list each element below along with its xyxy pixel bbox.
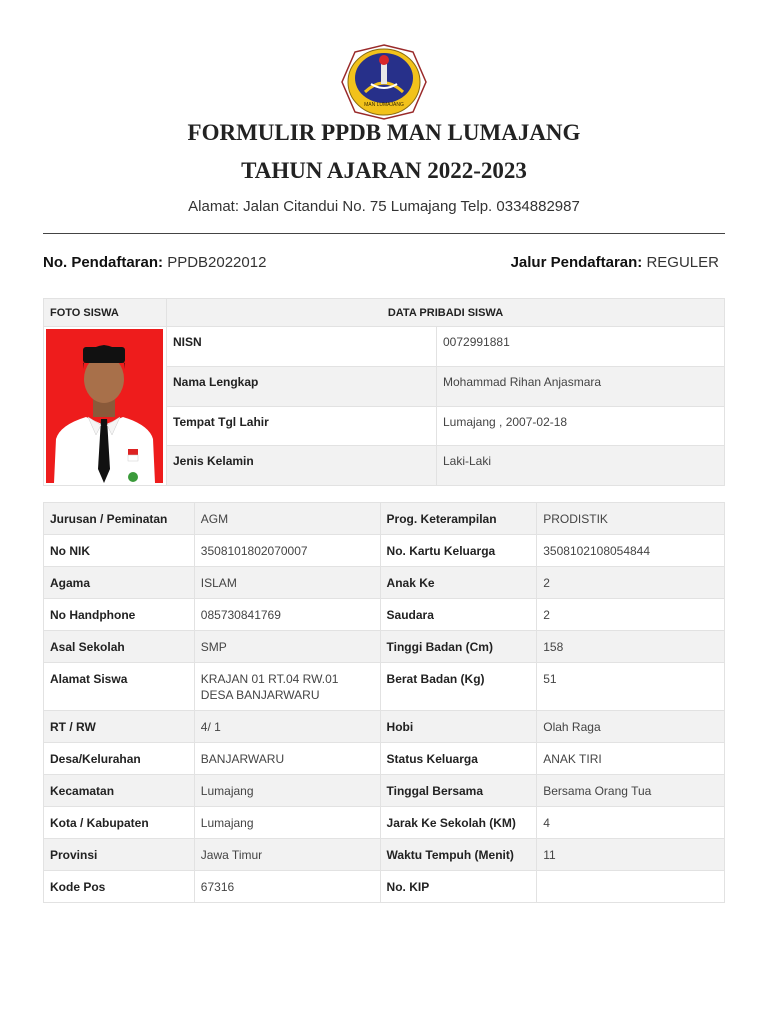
field-value: PRODISTIK <box>537 503 725 535</box>
field-label: No Handphone <box>44 599 195 631</box>
details-row <box>44 503 725 535</box>
field-value: ANAK TIRI <box>537 743 725 775</box>
gender-label: Jenis Kelamin <box>167 446 437 486</box>
details-row <box>44 775 725 807</box>
field-label: Jarak Ke Sekolah (KM) <box>380 807 537 839</box>
photo-header: FOTO SISWA <box>44 299 167 327</box>
field-value: 2 <box>537 599 725 631</box>
student-photo <box>46 329 163 483</box>
details-row <box>44 599 725 631</box>
field-value: 4/ 1 <box>194 711 380 743</box>
registration-path <box>511 254 719 271</box>
field-label: Kota / Kabupaten <box>44 807 195 839</box>
field-value: 3508102108054844 <box>537 535 725 567</box>
field-value: SMP <box>194 631 380 663</box>
field-value: KRAJAN 01 RT.04 RW.01 DESA BANJARWARU <box>194 663 380 711</box>
form-title: FORMULIR PPDB MAN LUMAJANG <box>187 120 581 145</box>
field-label: Status Keluarga <box>380 743 537 775</box>
field-label: Kecamatan <box>44 775 195 807</box>
field-value: 4 <box>537 807 725 839</box>
field-value: 3508101802070007 <box>194 535 380 567</box>
field-label: Asal Sekolah <box>44 631 195 663</box>
birth-place-date-label: Tempat Tgl Lahir <box>167 406 437 446</box>
field-label: Jurusan / Peminatan <box>44 503 195 535</box>
registration-path-label: Jalur Pendaftaran: <box>510 254 643 271</box>
full-name-label: Nama Lengkap <box>167 366 437 406</box>
student-details-table <box>43 502 725 903</box>
registration-number <box>43 254 266 271</box>
field-label: Berat Badan (Kg) <box>380 663 537 711</box>
registration-path-value: REGULER <box>646 254 719 271</box>
field-label: Desa/Kelurahan <box>44 743 195 775</box>
gender-value: Laki-Laki <box>437 446 725 486</box>
details-row <box>44 871 725 903</box>
field-value: 158 <box>537 631 725 663</box>
form-subtitle: TAHUN AJARAN 2022-2023 <box>241 158 527 183</box>
birth-place-date-value: Lumajang , 2007-02-18 <box>437 406 725 446</box>
personal-data-table <box>43 298 725 486</box>
nisn-value: 0072991881 <box>437 327 725 367</box>
field-value: ISLAM <box>194 567 380 599</box>
field-value: BANJARWARU <box>194 743 380 775</box>
details-row <box>44 631 725 663</box>
divider <box>43 233 725 234</box>
field-value: 085730841769 <box>194 599 380 631</box>
field-value: 2 <box>537 567 725 599</box>
field-value: Lumajang <box>194 807 380 839</box>
field-label: No NIK <box>44 535 195 567</box>
details-row <box>44 711 725 743</box>
logo-text: MAN LUMAJANG <box>364 102 404 108</box>
field-label: RT / RW <box>44 711 195 743</box>
field-label: Prog. Keterampilan <box>380 503 537 535</box>
field-value: AGM <box>194 503 380 535</box>
field-value: Lumajang <box>194 775 380 807</box>
details-row <box>44 567 725 599</box>
field-label: Tinggal Bersama <box>380 775 537 807</box>
field-label: Waktu Tempuh (Menit) <box>380 839 537 871</box>
field-value: 51 <box>537 663 725 711</box>
field-label: Kode Pos <box>44 871 195 903</box>
registration-number-value: PPDB2022012 <box>167 254 267 271</box>
field-value: 11 <box>537 839 725 871</box>
personal-data-header: DATA PRIBADI SISWA <box>167 299 725 327</box>
nisn-label: NISN <box>167 327 437 367</box>
student-photo-cell <box>44 327 167 486</box>
school-logo <box>341 44 427 120</box>
field-label: Alamat Siswa <box>44 663 195 711</box>
field-label: Provinsi <box>44 839 195 871</box>
field-value <box>537 871 725 903</box>
field-label: Agama <box>44 567 195 599</box>
field-value: 67316 <box>194 871 380 903</box>
details-row <box>44 743 725 775</box>
field-label: Tinggi Badan (Cm) <box>380 631 537 663</box>
school-address: Alamat: Jalan Citandui No. 75 Lumajang Telp. 0334882987 <box>188 198 580 215</box>
registration-number-label: No. Pendaftaran: <box>43 254 164 271</box>
field-value: Olah Raga <box>537 711 725 743</box>
field-value: Jawa Timur <box>194 839 380 871</box>
field-label: No. Kartu Keluarga <box>380 535 537 567</box>
field-label: Anak Ke <box>380 567 537 599</box>
field-label: Hobi <box>380 711 537 743</box>
field-value: Bersama Orang Tua <box>537 775 725 807</box>
full-name-value: Mohammad Rihan Anjasmara <box>437 366 725 406</box>
details-row <box>44 663 725 711</box>
details-row <box>44 839 725 871</box>
details-row <box>44 807 725 839</box>
field-label: No. KIP <box>380 871 537 903</box>
field-label: Saudara <box>380 599 537 631</box>
details-row <box>44 535 725 567</box>
